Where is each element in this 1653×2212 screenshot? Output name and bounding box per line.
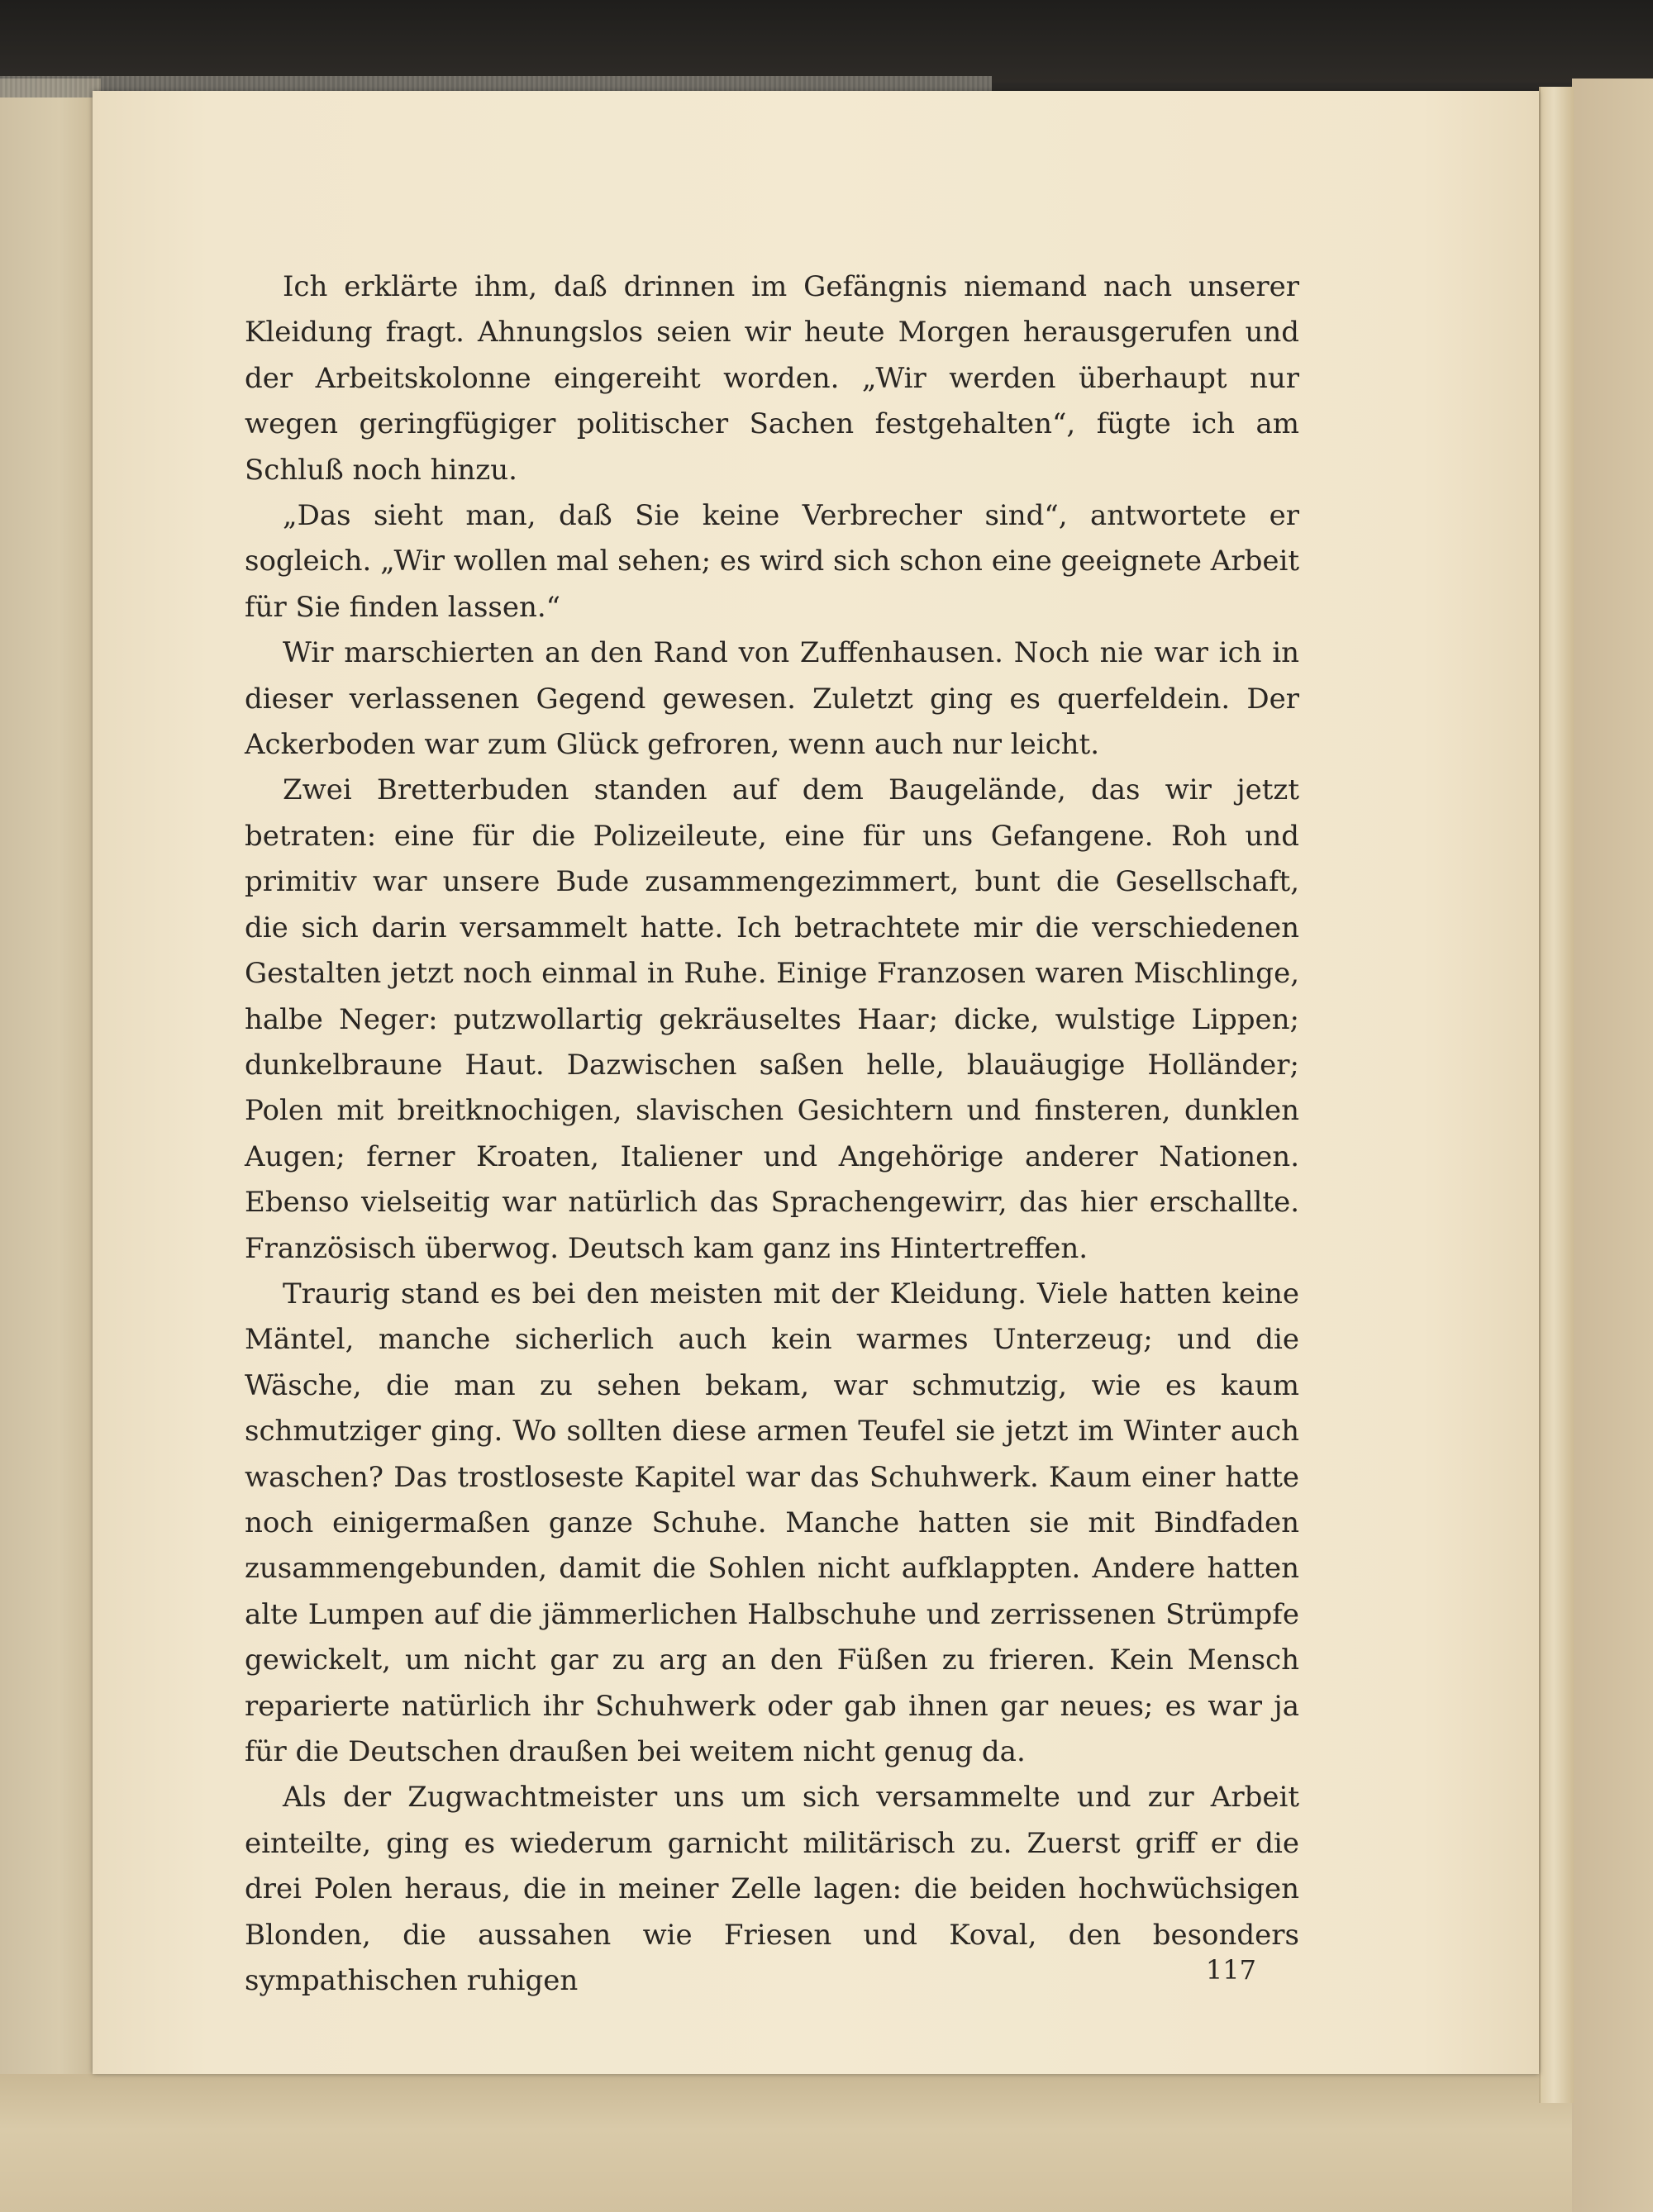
dark-backdrop [0, 0, 1653, 83]
paragraph: Als der Zugwachtmeister uns um sich versammelte und zur Arbeit einteilte, ging es wiederum garnicht militärisch zu. Zuerst griff er die drei Polen heraus, die in meiner Zelle lagen: die beiden hochwüchsigen Blonden, die aussahen wie Friesen und Koval, den besonders sympathischen ruhigen [245, 1781, 1299, 1998]
page-text-block [245, 264, 1299, 2004]
page-number: 117 [1205, 1954, 1256, 1986]
paragraph: Zwei Bretterbuden standen auf dem Baugelände, das wir jetzt betraten: eine für die Polizeileute, eine für uns Gefangene. Roh und primitiv war unsere Bude zusammengezimmert, bunt die Gesellschaft, die sich darin versammelt hatte. Ich betrachtete mir die verschiedenen Gestalten jetzt noch einmal in Ruhe. Einige Franzosen waren Mischlinge, halbe Neger: putzwollartig gekräuseltes Haar; dicke, wulstige Lippen; dunkelbraune Haut. Dazwischen saßen helle, blauäugige Holländer; Polen mit breitknochigen, slavischen Gesichtern und finsteren, dunklen Augen; ferner Kroaten, Italiener und Angehörige anderer Nationen. Ebenso vielseitig war natürlich das Sprachengewirr, das hier erschallte. Französisch überwog. Deutsch kam ganz ins Hintertreffen. [245, 773, 1299, 1265]
paragraph: Ich erklärte ihm, daß drinnen im Gefängnis niemand nach unserer Kleidung fragt. Ahnungslos seien wir heute Morgen herausgerufen und der Arbeitskolonne eingereiht worden. „Wir werden überhaupt nur wegen geringfügiger politischer Sachen festgehalten“, fügte ich am Schluß noch hinzu. [245, 270, 1299, 487]
paragraph: Traurig stand es bei den meisten mit der Kleidung. Viele hatten keine Mäntel, manche sicherlich auch kein warmes Unterzeug; und die Wäsche, die man zu sehen bekam, war schmutzig, wie es kaum schmutziger ging. Wo sollten diese armen Teufel sie jetzt im Winter auch waschen? Das trostloseste Kapitel war das Schuhwerk. Kaum einer hatte noch einigermaßen ganze Schuhe. Manche hatten sie mit Bindfaden zusammengebunden, damit die Sohlen nicht aufklappten. Andere hatten alte Lumpen auf die jämmerlichen Halbschuhe und zerrissenen Strümpfe gewickelt, um nicht gar zu arg an den Füßen zu frieren. Kein Mensch reparierte natürlich ihr Schuhwerk oder gab ihnen gar neues; es war ja für die Deutschen draußen bei weitem nicht genug da. [245, 1277, 1299, 1768]
book-cover-bottom [0, 2074, 1572, 2212]
book-cover-right [1572, 78, 1653, 2212]
book-cover-left [0, 78, 101, 2078]
paragraph: Wir marschierten an den Rand von Zuffenhausen. Noch nie war ich in dieser verlassenen Gegend gewesen. Zuletzt ging es querfeldein. Der Ackerboden war zum Glück gefroren, wenn auch nur leicht. [245, 636, 1299, 762]
page-stack-edge [1539, 87, 1574, 2103]
paragraph: „Das sieht man, daß Sie keine Verbrecher sind“, antwortete er sogleich. „Wir wollen mal sehen; es wird sich schon eine geeignete Arbeit für Sie finden lassen.“ [245, 499, 1299, 624]
